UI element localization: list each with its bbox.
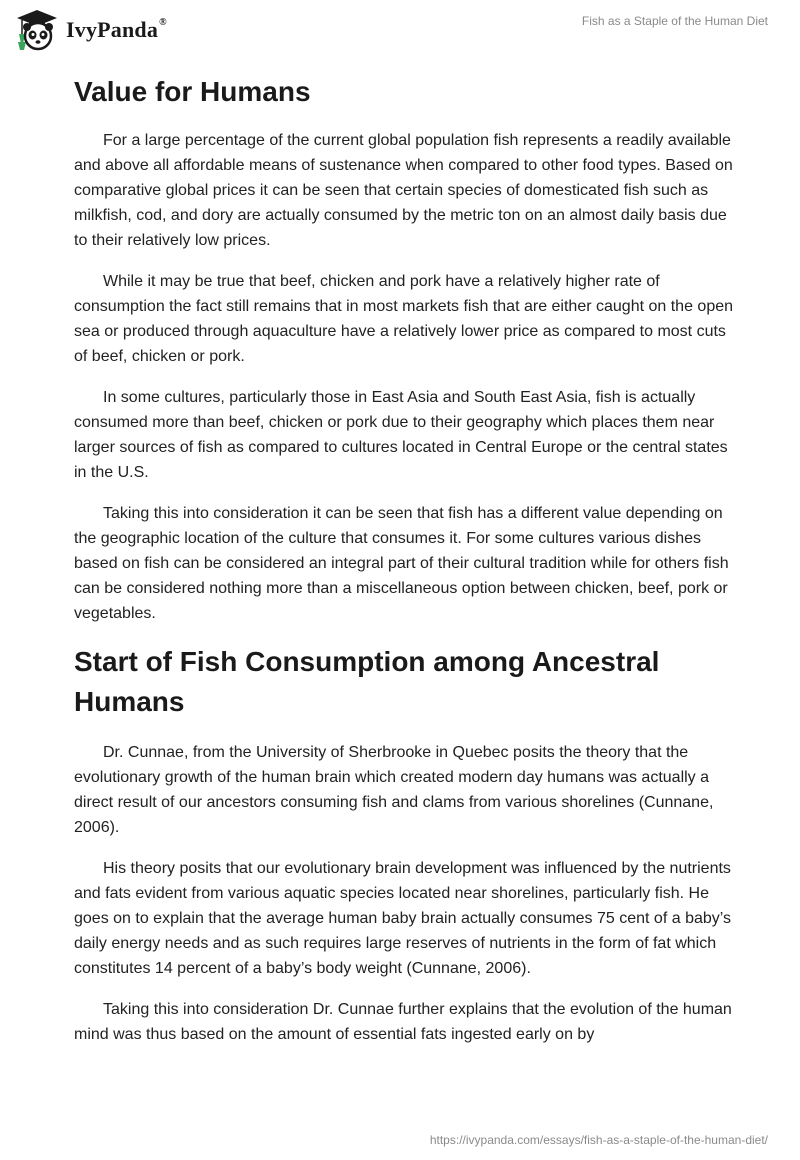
page-header [0,0,800,64]
source-url-link[interactable]: https://ivypanda.com/essays/fish-as-a-staple-of-the-human-diet/ [429,1133,768,1147]
paragraph: For a large percentage of the current global population fish represents a readily available and above all affordable means of sustenance when compared to other food types. Based on comparative global prices it can be seen that certain species of domesticated fish such as milkfish, cod, and dory are actually consumed by the metric ton on an almost daily basis due to their relatively low prices. [74,132,733,249]
paragraph: In some cultures, particularly those in East Asia and South East Asia, fish is actually consumed more than beef, chicken or pork due to their geography which places them near larger sources of fish as compared to cultures located in Central Europe or the central states in the U.S. [74,389,728,481]
document-title: Fish as a Staple of the Human Diet [581,14,768,28]
paragraph: His theory posits that our evolutionary brain development was influenced by the nutrients and fats evident from various aquatic species located near shorelines, particularly fish. He goes on to explain that the average human baby brain actually consumes 75 cent of a baby’s daily energy needs and as such requires large reserves of nutrients in the form of fat which constitutes 14 percent of a baby’s body weight (Cunnane, 2006). [74,860,732,977]
essay-body [74,72,734,1063]
paragraph: Taking this into consideration it can be seen that fish has a different value depending on the geographic location of the culture that consumes it. For some cultures various dishes based on fish can be considered an integral part of their cultural tradition while for others fish can be considered nothing more than a miscellaneous option between chicken, beef, pork or vegetables. [74,505,729,622]
section-heading-value-for-humans: Value for Humans [74,76,311,107]
panda-graduate-icon [14,8,60,52]
ivypanda-logo[interactable] [14,8,167,52]
paragraph: Dr. Cunnae, from the University of Sherbrooke in Quebec posits the theory that the evolutionary growth of the human brain which created modern day humans was actually a direct result of our ancestors consuming fish and clams from various shorelines (Cunnane, 2006). [74,744,714,836]
logo-wordmark: IvyPanda® [66,17,167,42]
section-heading-ancestral-humans: Start of Fish Consumption among Ancestral Humans [74,646,660,717]
paragraph: While it may be true that beef, chicken and pork have a relatively higher rate of consumption the fact still remains that in most markets fish that are either caught on the open sea or produced through aquaculture have a relatively lower price as compared to most cuts of beef, chicken or pork. [74,273,734,365]
paragraph: Taking this into consideration Dr. Cunnae further explains that the evolution of the human mind was thus based on the amount of essential fats ingested early on by [74,1001,732,1043]
